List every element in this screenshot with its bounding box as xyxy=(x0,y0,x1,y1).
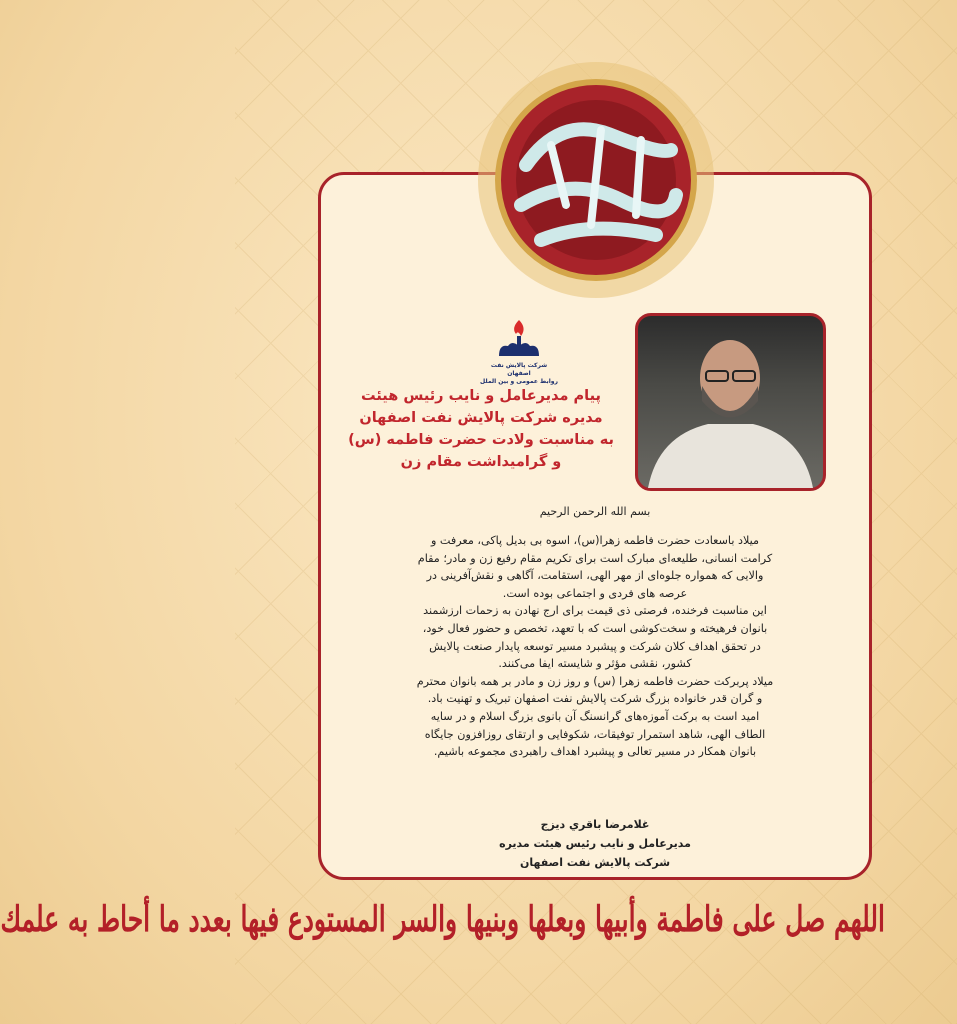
body-line: امید است به برکت آموزه‌های گرانسنگ آن بانوی بزرگ اسلام و در سایه xyxy=(430,709,760,723)
body-line: میلاد پربرکت حضرت فاطمه زهرا (س) و روز زن و مادر بر همه بانوان محترم xyxy=(416,674,774,688)
body-line: بانوان همکار در مسیر تعالی و پیشبرد اهداف راهبردی مجموعه باشیم. xyxy=(433,745,757,759)
labbayk-ya-zahra-emblem xyxy=(471,55,721,305)
salawat-calligraphy: اللهم صل علی فاطمة وأبیها وبعلها وبنیها والسر المستودع فیها بعدد ما أحاط به علمك xyxy=(0,899,885,940)
message-title xyxy=(335,385,627,473)
body-line: میلاد باسعادت حضرت فاطمه زهرا(س)، اسوه بی بدیل پاکی، معرفت و xyxy=(430,534,760,547)
title-line: و گرامیداشت مقام زن xyxy=(400,454,562,470)
body-line: بانوان فرهیخته و سخت‌کوشی است که با تعهد، تخصص و حضور فعال خود، xyxy=(422,621,768,635)
title-line: مدیره شرکت پالایش نفت اصفهان xyxy=(359,410,603,426)
portrait-photo xyxy=(635,313,826,491)
title-line: به مناسبت ولادت حضرت فاطمه (س) xyxy=(348,432,614,448)
body-line: کرامت انسانی، طلیعه‌ای مبارک است برای تکریم مقام رفیع زن و مادر؛ مقام xyxy=(417,551,773,565)
body-line: این مناسبت فرخنده، فرصتی ذی قیمت برای ارج نهادن به زحمات ارزشمند xyxy=(423,604,767,618)
body-line: در تحقق اهداف کلان شرکت و پیشبرد مسیر توسعه پایدار صنعت پالایش xyxy=(429,639,761,653)
body-line: الطاف الهی، شاهد استمرار توفیقات، شکوفایی و ارتقای روزافزون جایگاه xyxy=(424,727,766,741)
signer-company: شرکت پالایش نفت اصفهان xyxy=(519,856,671,869)
body-line: و گران قدر خانواده بزرگ شرکت پالایش نفت اصفهان تبریک و تهنیت باد. xyxy=(427,692,763,706)
message-body xyxy=(345,532,845,761)
signature xyxy=(335,815,855,872)
logo-line-2: روابط عمومی و بین الملل xyxy=(480,378,558,385)
signer-name: غلامرضا باقري ديزج xyxy=(540,818,650,831)
bismillah: بسم الله الرحمن الرحیم xyxy=(539,505,651,518)
refinery-flame-icon xyxy=(494,318,544,358)
body-line: کشور، نقشی مؤثر و شایسته ایفا می‌کنند. xyxy=(498,657,692,671)
body-line: والایی که همواره جلوه‌ای از مهر الهی، استقامت، آگاهی و نقش‌آفرینی در xyxy=(426,569,764,583)
logo-line-1: شرکت پالایش نفت اصفهان xyxy=(490,362,548,377)
title-line: پیام مدیرعامل و نایب رئیس هیئت xyxy=(361,388,601,404)
signer-position: مدیرعامل و نایب رئیس هیئت مدیره xyxy=(499,837,691,850)
company-logo xyxy=(480,318,558,386)
body-line: عرصه های فردی و اجتماعی بوده است. xyxy=(502,586,688,600)
